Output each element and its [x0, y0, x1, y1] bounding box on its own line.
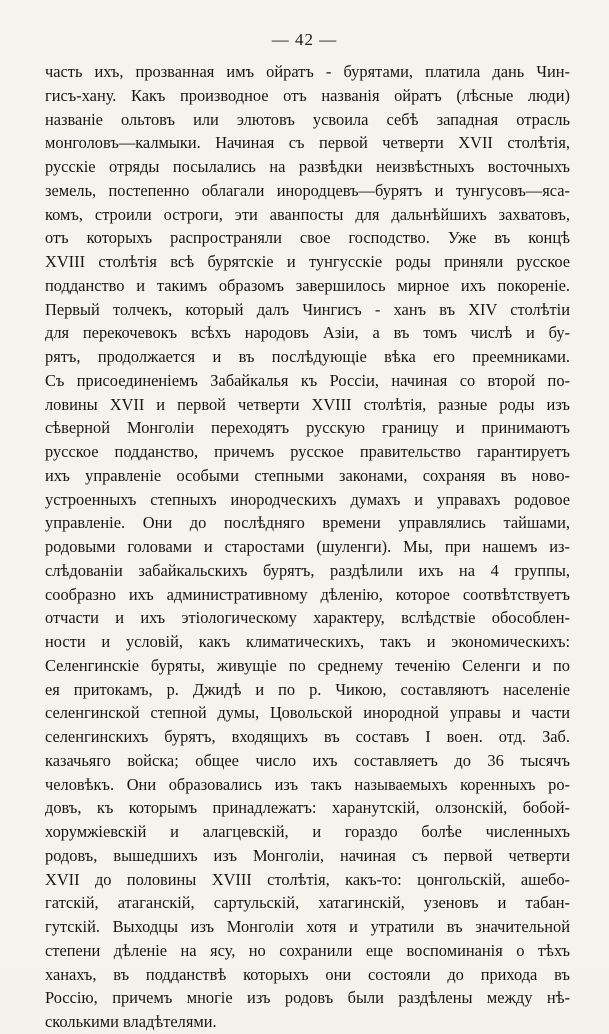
- text-line: хорумжіевскій и алагцевскій, и гораздо болѣе численныхъ: [45, 822, 570, 841]
- text-line: отъ которыхъ распространяли свое господство. Уже въ концѣ: [45, 228, 570, 248]
- text-line: родовыми головами и старостами (шуленги). Мы, при нашемъ из-: [45, 537, 570, 556]
- text-line: селенгинской степной думы, Цовольской инородной управы и части: [45, 703, 570, 723]
- text-line: гатскій, атаганскій, сартульскій, хатагинскій, узеновъ и табан-: [45, 893, 570, 913]
- text-line: человѣкъ. Они образовались изъ такъ называемыхъ коренныхъ ро-: [45, 774, 570, 794]
- text-line: селенгинскихъ бурятъ, входящихъ въ составъ I воен. отд. Заб.: [45, 727, 570, 746]
- text-line: Первый толчекъ, который далъ Чингисъ - ханъ въ XIV столѣтіи: [45, 299, 570, 319]
- text-line: сообразно ихъ административному дѣленію, которое соотвѣтствуетъ: [45, 584, 570, 604]
- text-line: отчасти и ихъ этіологическому характеру, вслѣдствіе обособлен-: [45, 608, 570, 628]
- text-line: монголовъ—калмыки. Начиная съ первой четверти XVII столѣтія,: [45, 133, 570, 153]
- text-line: подданство и такимъ образомъ завершилось мирное ихъ покореніе.: [45, 275, 570, 295]
- text-line: устроенныхъ степныхъ инородческихъ думахъ и управахъ родовое: [45, 489, 570, 509]
- text-line: комъ, строили остроги, эти аванпосты для дальнѣйшихъ захватовъ,: [45, 204, 570, 224]
- text-line: казачьяго войска; общее число ихъ составляетъ до 36 тысячъ: [45, 750, 570, 770]
- text-line: русскіе отряды посылались на развѣдки неизвѣстныхъ восточныхъ: [45, 157, 570, 176]
- text-line: названіе ольтовъ или элютовъ усвоила себѣ западная отрасль: [45, 109, 570, 129]
- text-line: гутскій. Выходцы изъ Монголіи хотя и утратили въ значительной: [45, 917, 570, 936]
- text-line: ханахъ, въ подданствѣ которыхъ они состояли до прихода въ: [45, 964, 570, 984]
- page-number: — 42 —: [271, 30, 338, 49]
- text-line: управленіе. Они до послѣдняго времени управлялись тайшами,: [45, 513, 570, 533]
- text-line: довъ, къ которымъ принадлежатъ: харанутскій, олзонскій, бобой-: [45, 798, 570, 818]
- text-line: Россію, причемъ многіе изъ родовъ были раздѣлены между нѣ-: [45, 988, 570, 1008]
- text-line: Съ присоединеніемъ Забайкалья къ Россіи, начиная со второй по-: [45, 370, 570, 390]
- text-line: степени дѣленіе на ясу, но сохранили еще воспоминанія о тѣхъ: [45, 940, 570, 960]
- text-line: ея притокамъ, р. Джидѣ и по р. Чикою, составляютъ населеніе: [45, 679, 570, 699]
- text-line: часть ихъ, прозванная имъ ойратъ - бурятами, платила дань Чин-: [45, 62, 570, 81]
- text-line: ловины XVII и первой четверти XVIII столѣтія, разные роды изъ: [45, 394, 570, 414]
- body-text: [45, 60, 570, 1034]
- text-line: слѣдованіи забайкальскихъ бурятъ, раздѣлили ихъ на 4 группы,: [45, 560, 570, 580]
- text-line: земель, постепенно облагали инородцевъ—бурятъ и тунгусовъ—яса-: [45, 180, 570, 200]
- text-line: сколькими владѣтелями.: [45, 1012, 217, 1031]
- text-line: сѣверной Монголіи переходятъ русскую границу и принимаютъ: [45, 418, 570, 438]
- text-line: ихъ управленіе особыми степными законами, сохраняя въ ново-: [45, 465, 570, 485]
- text-line: для перекочевокъ всѣхъ народовъ Азіи, а въ томъ числѣ и бу-: [45, 323, 570, 343]
- text-line: ности и условій, какъ климатическихъ, такъ и экономическихъ:: [45, 632, 570, 651]
- text-line: родовъ, вышедшихъ изъ Монголіи, начиная съ первой четверти: [45, 845, 570, 865]
- text-line: рятъ, продолжается и въ послѣдующіе вѣка его преемниками.: [45, 347, 570, 366]
- text-line: XVIII столѣтія всѣ бурятскіе и тунгусскіе роды приняли русское: [45, 252, 570, 271]
- text-line: Селенгинскіе буряты, живущіе по среднему теченію Селенги и по: [45, 655, 570, 675]
- text-line: русское подданство, причемъ русское правительство гарантируетъ: [45, 442, 570, 461]
- text-line: гисъ-хану. Какъ производное отъ названія ойратъ (лѣсные люди): [45, 85, 570, 105]
- text-line: XVII до половины XVIII столѣтія, какъ-то: цонгольскій, ашебо-: [45, 869, 570, 889]
